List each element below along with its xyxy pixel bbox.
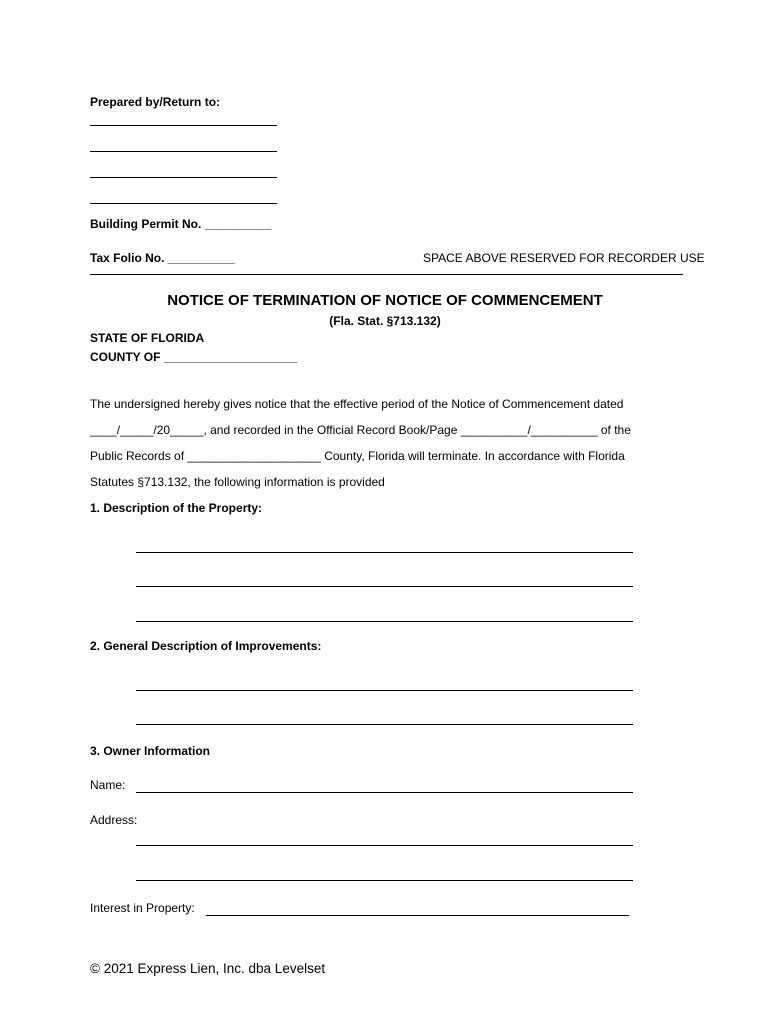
owner-address-line-1[interactable] — [136, 845, 633, 846]
recorder-space-label: SPACE ABOVE RESERVED FOR RECORDER USE — [423, 251, 705, 265]
owner-name-line[interactable] — [136, 792, 633, 793]
state-label: STATE OF FLORIDA — [90, 331, 205, 345]
interest-in-property-line[interactable] — [206, 915, 629, 916]
tax-folio-field[interactable]: Tax Folio No. __________ — [90, 251, 235, 265]
section-improvements-heading: 2. General Description of Improvements: — [90, 639, 322, 653]
statute-reference: (Fla. Stat. §713.132) — [329, 314, 441, 328]
interest-in-property-label: Interest in Property: — [90, 901, 195, 915]
building-permit-field[interactable]: Building Permit No. __________ — [90, 217, 272, 231]
notice-body-line-1: The undersigned hereby gives notice that the effective period of the Notice of Commencement dated — [90, 397, 624, 411]
owner-address-label: Address: — [90, 813, 138, 827]
prepared-by-blank-3[interactable] — [90, 177, 277, 178]
property-description-line-2[interactable] — [136, 586, 633, 587]
copyright-footer: © 2021 Express Lien, Inc. dba Levelset — [90, 961, 326, 976]
improvements-line-1[interactable] — [136, 690, 633, 691]
prepared-by-blank-4[interactable] — [90, 203, 277, 204]
notice-body-line-3[interactable]: Public Records of ____________________ County, Florida will terminate. In accordance with Florida — [90, 449, 625, 463]
section-property-heading: 1. Description of the Property: — [90, 501, 263, 515]
property-description-line-3[interactable] — [136, 621, 633, 622]
owner-address-line-2[interactable] — [136, 880, 633, 881]
prepared-by-blank-1[interactable] — [90, 125, 277, 126]
county-field[interactable]: COUNTY OF ____________________ — [90, 350, 298, 364]
improvements-line-2[interactable] — [136, 724, 633, 725]
prepared-by-label: Prepared by/Return to: — [90, 95, 221, 109]
owner-name-label: Name: — [90, 778, 126, 792]
document-title: NOTICE OF TERMINATION OF NOTICE OF COMMENCEMENT — [167, 292, 603, 309]
property-description-line-1[interactable] — [136, 552, 633, 553]
prepared-by-blank-2[interactable] — [90, 151, 277, 152]
section-owner-heading: 3. Owner Information — [90, 744, 211, 758]
recorder-divider — [90, 274, 683, 275]
notice-body-line-2[interactable]: ____/_____/20_____, and recorded in the Official Record Book/Page __________/__________ of the — [90, 423, 631, 437]
notice-body-line-4: Statutes §713.132, the following information is provided — [90, 475, 385, 489]
